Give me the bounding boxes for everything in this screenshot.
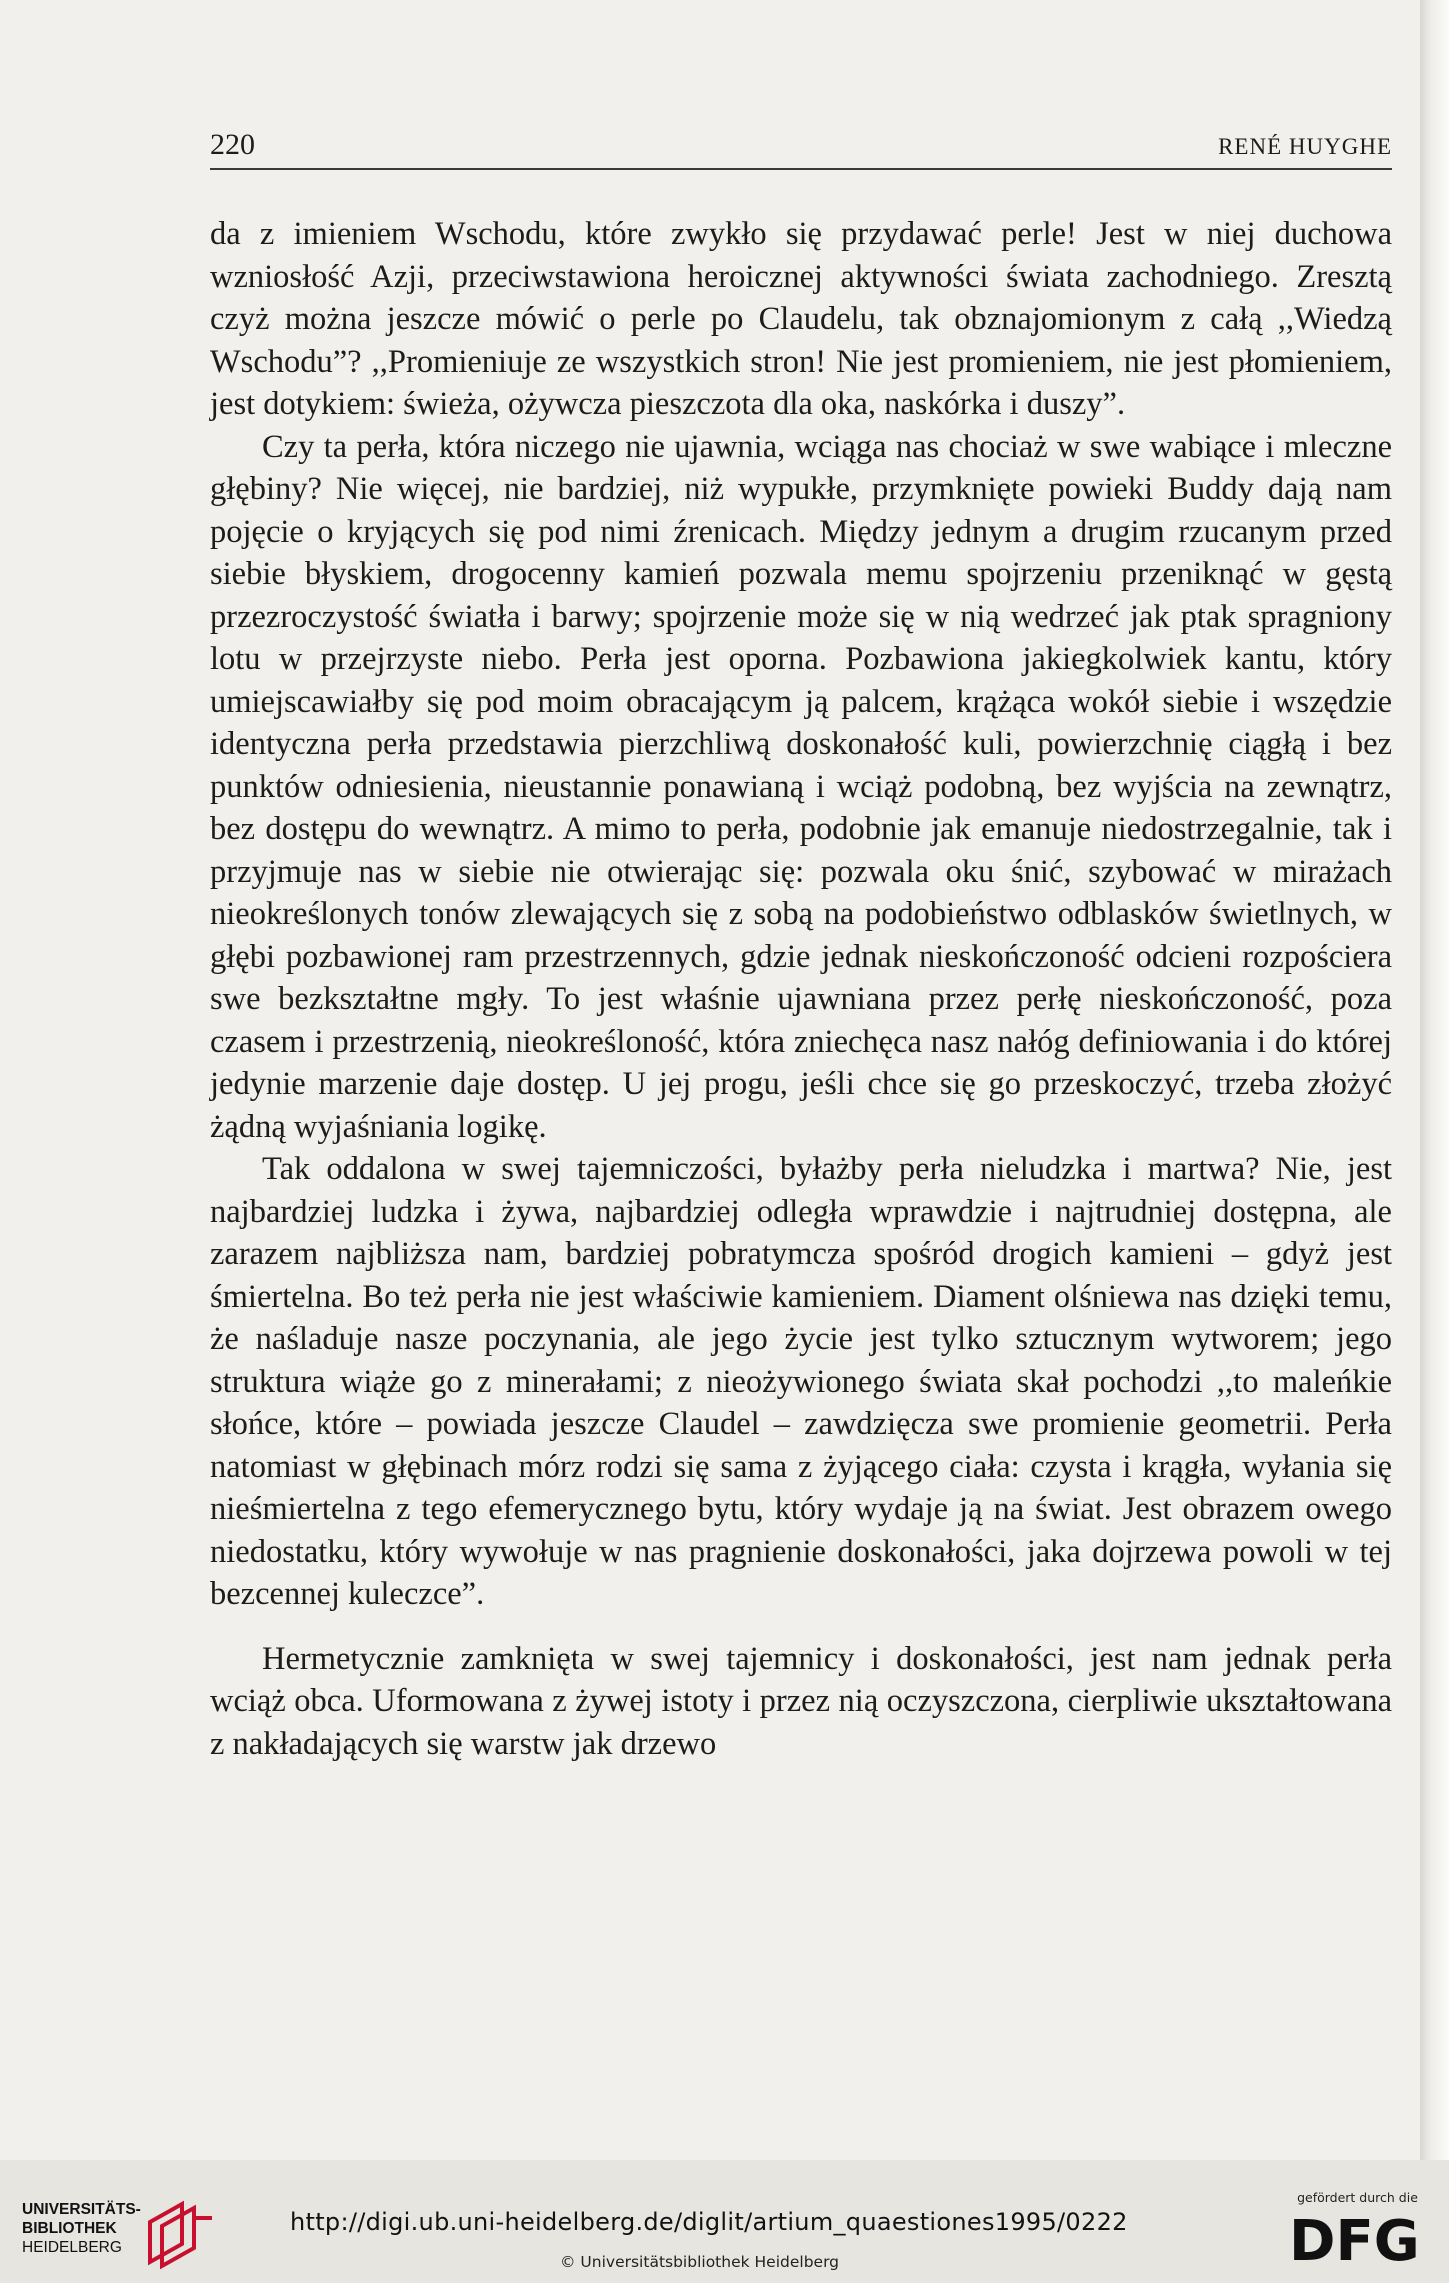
dfg-logo-icon [1289, 2210, 1429, 2268]
library-mark-icon [142, 2200, 222, 2270]
paragraph-1: da z imieniem Wschodu, które zwykło się przydawać perle! Jest w niej duchowa wzniosłość Azji, przeciwstawiona heroicznej aktywności świata zachodniego. Zresztą czyż można jeszcze mówić o perle po Claudelu, tak obznajomionym z całą ,,Wiedzą Wschodu”? ,,Promieniuje ze wszystkich stron! Nie jest promieniem, nie jest płomieniem, jest dotykiem: świeża, ożywcza pieszczota dla oka, naskórka i duszy”. [210, 216, 1392, 422]
university-library-logo [22, 2200, 252, 2270]
dfg-label: gefördert durch die [1297, 2190, 1418, 2205]
paragraph-3: Tak oddalona w swej tajemniczości, byłażby perła nieludzka i martwa? Nie, jest najbardziej ludzka i żywa, najbardziej odległa wprawdzie i najtrudniej dostępna, ale zarazem najbliższa nam, bardziej pobratymcza spośród drogich kamieni – gdyż jest śmiertelna. Bo też perła nie jest właściwie kamieniem. Diament olśniewa nas dzięki temu, że naśladuje nasze poczynania, ale jego życie jest tylko sztucznym wytworem; jego struktura wiąże go z minerałami; z nieożywionego świata skał pochodzi ,,to maleńkie słońce, które – powiada jeszcze Claudel – zawdzięcza swe promienie geometrii. Perła natomiast w głębinach mórz rodzi się sama z żyjącego ciała: czysta i krągła, wyłania się nieśmiertelna z tego efemerycznego bytu, który wydaje ją na świat. Jest obrazem owego niedostatku, który wywołuje w nas pragnienie doskonałości, jaka dojrzewa powoli w tej bezcennej kuleczce”. [210, 1151, 1392, 1612]
footer-bar [0, 2160, 1449, 2283]
library-name-line-1: UNIVERSITÄTS- [22, 2201, 141, 2218]
dfg-sponsor [1285, 2190, 1435, 2275]
paragraph-2: Czy ta perła, która niczego nie ujawnia, wciąga nas chociaż w swe wabiące i mleczne głębiny? Nie więcej, nie bardziej, niż wypukłe, przymknięte powieki Buddy dają nam pojęcie o kryjących się pod nimi źrenicach. Między jednym a drugim rzucanym przed siebie błyskiem, drogocenny kamień pozwala memu spojrzeniu przeniknąć w gęstą przezroczystość światła i barwy; spojrzenie może się w nią wedrzeć jak ptak spragniony lotu w przejrzyste niebo. Perła jest oporna. Pozbawiona jakiegkolwiek kantu, który umiejscawiałby się pod moim obracającym ją palcem, krążąca wokół siebie i wszędzie identyczna perła przedstawia pierzchliwą doskonałość kuli, powierzchnię ciągłą i bez punktów odniesienia, nieustannie ponawianą i wciąż podobną, bez wyjścia na zewnątrz, bez dostępu do wewnątrz. A mimo to perła, podobnie jak emanuje niedostrzegalnie, tak i przyjmuje nas w siebie nie otwierając się: pozwala oku śnić, szybować w mirażach nieokreślonych tonów zlewających się z sobą na podobieństwo odblasków świetlnych, w głębi pozbawionej ram przestrzennych, gdzie jednak nieskończoność odcieni rozpościera swe bezkształtne mgły. To jest właśnie ujawniana przez perłę nieskończoność, poza czasem i przestrzenią, nieokreśloność, która zniechęca nasz nałóg definiowania i do której jedynie marzenie daje dostęp. U jej progu, jeśli chce się go przeskoczyć, trzeba złożyć żądną wyjaśniania logikę. [210, 428, 1392, 1145]
page-number: 220 [210, 128, 255, 161]
page-edge [1420, 0, 1449, 2160]
running-head-author: RENÉ HUYGHE [1218, 134, 1392, 159]
svg-text:DFG: DFG [1289, 2210, 1420, 2268]
running-head [210, 128, 1392, 170]
library-name [22, 2200, 141, 2257]
library-name-line-2: BIBLIOTHEK [22, 2220, 117, 2237]
library-name-line-3: HEIDELBERG [22, 2239, 122, 2256]
body-text [210, 213, 1392, 1765]
paragraph-4: Hermetycznie zamknięta w swej tajemnicy i doskonałości, jest nam jednak perła wciąż obca. Uformowana z żywej istoty i przez nią oczyszczona, cierpliwie ukształtowana z nakładających się warstw jak drzewo [210, 1640, 1392, 1762]
permalink-url[interactable]: http://digi.ub.uni-heidelberg.de/diglit/artium_quaestiones1995/0222 [290, 2208, 1128, 2236]
copyright-notice: © Universitätsbibliothek Heidelberg [560, 2253, 840, 2271]
